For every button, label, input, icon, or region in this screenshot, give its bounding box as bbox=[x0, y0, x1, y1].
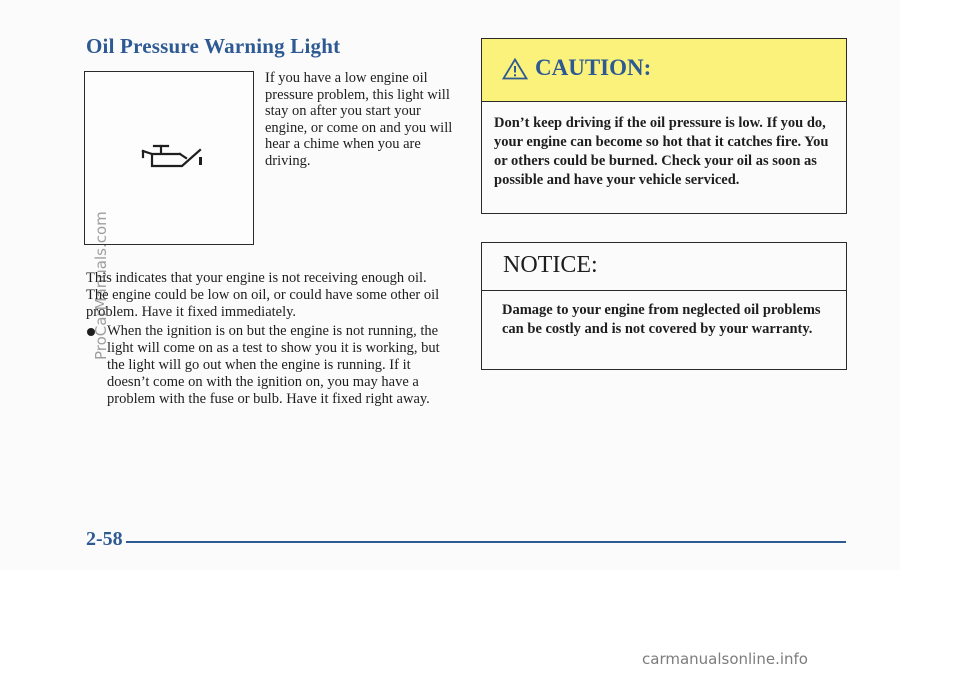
notice-title: NOTICE: bbox=[503, 252, 598, 278]
notice-text: Damage to your engine from neglected oil problems can be costly and is not covered by your warranty. bbox=[502, 302, 821, 337]
side-watermark: ProCarManuals.com bbox=[92, 211, 110, 360]
section-title: Oil Pressure Warning Light bbox=[86, 34, 341, 58]
notice-header bbox=[482, 243, 846, 291]
caution-title: CAUTION: bbox=[535, 55, 652, 80]
page-number: 2-58 bbox=[86, 528, 123, 550]
caution-text: Don’t keep driving if the oil pressure is low. If you do, your engine can become so hot that it catches fire. You or others could be burned. Check your oil as soon as possible and have your vehicle serviced. bbox=[494, 115, 829, 188]
footer-rule bbox=[126, 541, 846, 543]
notice-box bbox=[481, 242, 847, 370]
caution-box bbox=[481, 38, 847, 214]
body-paragraph: This indicates that your engine is not receiving enough oil. The engine could be low on oil, or could have some other oil problem. Have it fixed immediately. bbox=[86, 270, 440, 320]
section-body bbox=[86, 270, 451, 407]
symbol-description: If you have a low engine oil pressure problem, this light will stay on after you start your engine, or come on and you will hear a chime when you are driving. bbox=[265, 70, 453, 169]
page-footer bbox=[86, 528, 846, 548]
oil-can-icon bbox=[140, 142, 206, 172]
bullet-item: When the ignition is on but the engine is not running, the light will come on as a test to show you it is working, but the light will go out when the engine is running. If it doesn’t come on with the ignition on, you may have a problem with the fuse or bulb. Have it fixed right away. bbox=[86, 323, 451, 407]
caution-header bbox=[482, 39, 846, 102]
bottom-watermark: carmanualsonline.info bbox=[642, 650, 808, 668]
warning-triangle-icon bbox=[502, 58, 528, 80]
